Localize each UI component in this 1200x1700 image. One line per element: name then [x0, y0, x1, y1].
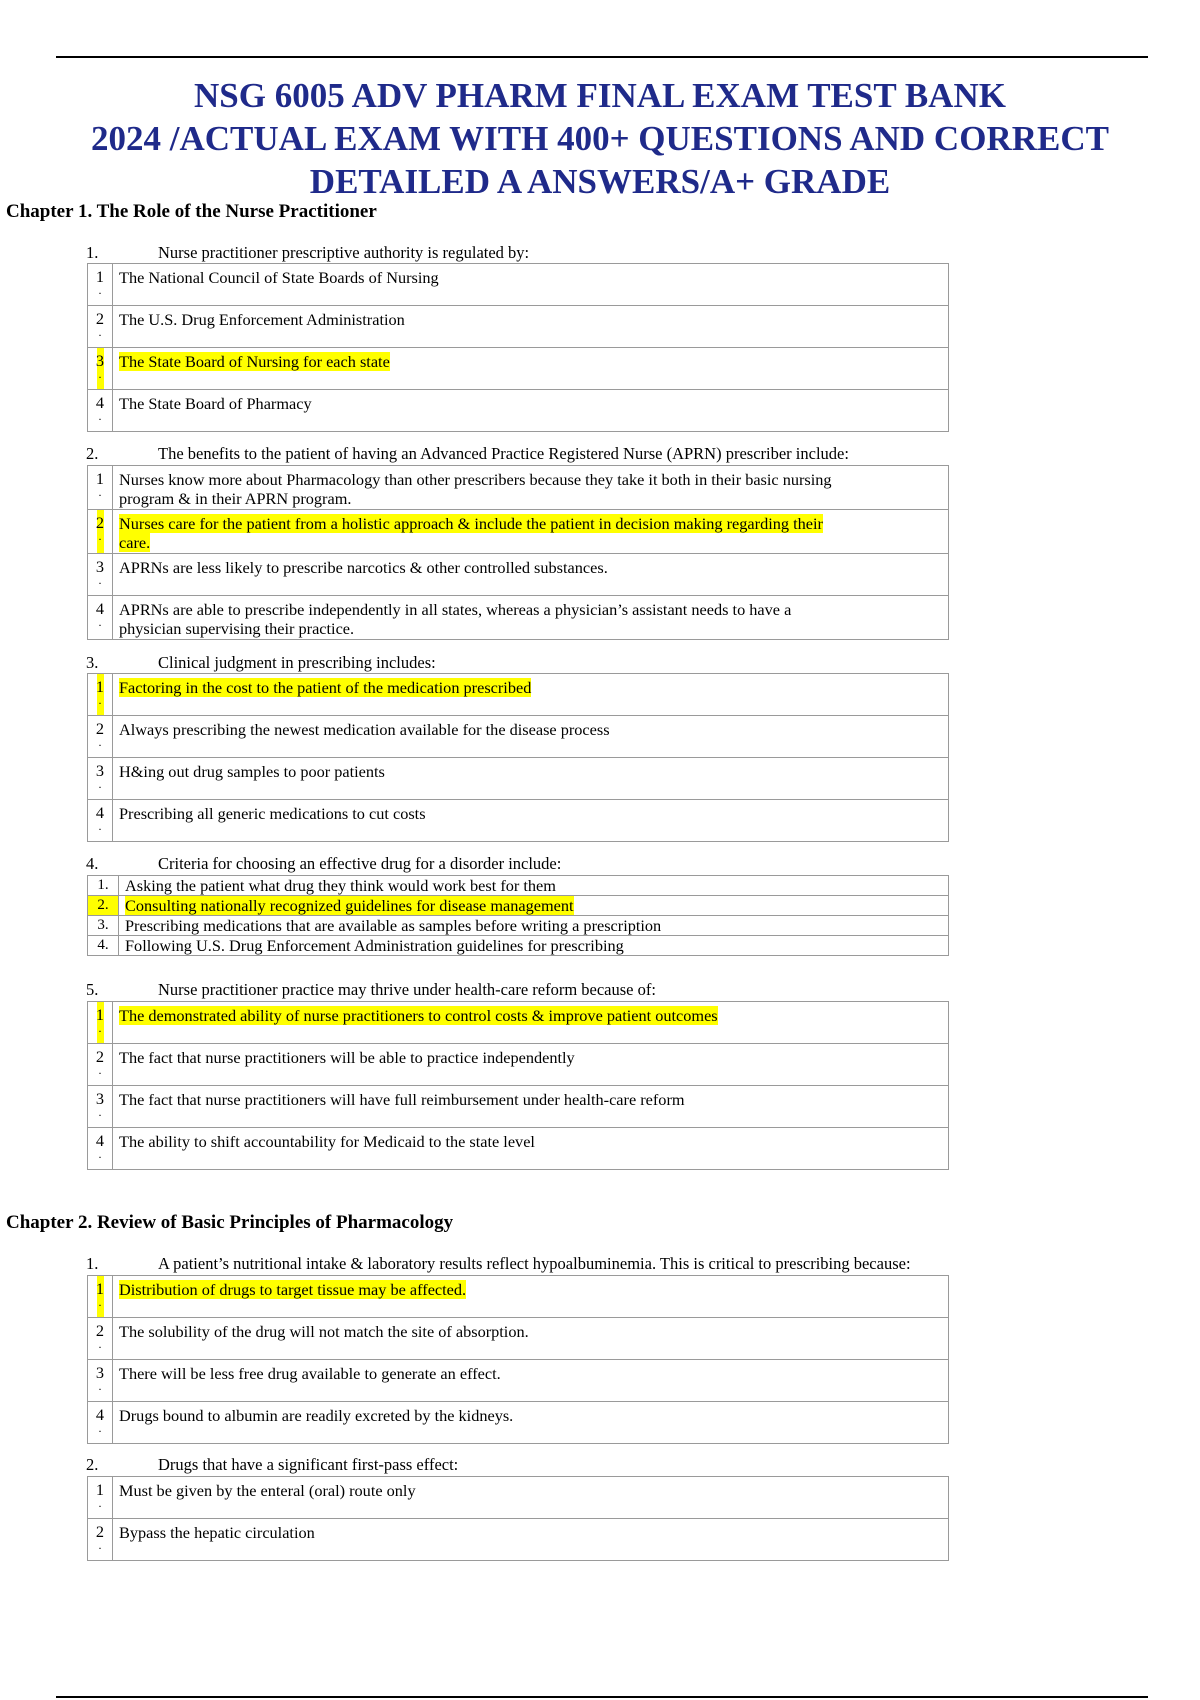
option-row[interactable]: [88, 916, 949, 936]
chapter-1-heading: Chapter 1. The Role of the Nurse Practitioner: [6, 201, 377, 222]
question-1-3: [86, 653, 436, 673]
option-text: The State Board of Pharmacy: [113, 390, 949, 432]
option-row[interactable]: [88, 936, 949, 956]
option-row[interactable]: 1 . The National Council of State Boards of Nursing: [88, 264, 949, 306]
options-table-1-3: [87, 673, 949, 842]
option-text: There will be less free drug available to generate an effect.: [113, 1360, 949, 1402]
option-text: Prescribing all generic medications to cut costs: [113, 800, 949, 842]
top-rule: [56, 56, 1148, 58]
question-text: The benefits to the patient of having an Advanced Practice Registered Nurse (APRN) prescriber include:: [158, 444, 849, 463]
option-number: 3: [95, 557, 105, 576]
option-number: 1: [95, 1279, 105, 1298]
question-1-1: [86, 243, 529, 263]
question-text: Clinical judgment in prescribing includes:: [158, 653, 436, 672]
bottom-rule: [56, 1696, 1148, 1698]
option-number: 4: [95, 393, 105, 412]
option-row-correct[interactable]: [88, 896, 949, 916]
question-number: 5.: [86, 980, 99, 999]
option-number: 2: [95, 1047, 105, 1066]
option-number: 1: [95, 267, 105, 286]
question-text: Criteria for choosing an effective drug for a disorder include:: [158, 854, 562, 873]
option-row[interactable]: 3 . There will be less free drug available to generate an effect.: [88, 1360, 949, 1402]
option-number: 4.: [88, 936, 119, 956]
option-number: 1: [95, 1005, 105, 1024]
option-row[interactable]: 2 . Bypass the hepatic circulation: [88, 1519, 949, 1561]
options-table-1-2: [87, 465, 949, 640]
title-line-3: DETAILED A ANSWERS/A+ GRADE: [309, 162, 891, 201]
question-text: Nurse practitioner practice may thrive under health-care reform because of:: [158, 980, 656, 999]
option-text: Must be given by the enteral (oral) route only: [113, 1477, 949, 1519]
options-table-1-4: [87, 875, 949, 956]
options-table-1-1: [87, 263, 949, 432]
option-text: Prescribing medications that are available as samples before writing a prescription: [119, 916, 949, 936]
option-row[interactable]: [88, 876, 949, 896]
question-2-1: [86, 1254, 911, 1274]
chapter-2-heading: Chapter 2. Review of Basic Principles of Pharmacology: [6, 1212, 454, 1233]
option-row[interactable]: 3 . H&ing out drug samples to poor patients: [88, 758, 949, 800]
option-text-highlighted: The State Board of Nursing for each state: [119, 352, 390, 371]
option-row[interactable]: 4 . The ability to shift accountability for Medicaid to the state level: [88, 1128, 949, 1170]
question-1-2: [86, 444, 849, 464]
option-text: The solubility of the drug will not match the site of absorption.: [113, 1318, 949, 1360]
option-text: APRNs are less likely to prescribe narcotics & other controlled substances.: [113, 554, 949, 596]
option-number: 2: [95, 719, 105, 738]
option-number: 2: [95, 1522, 105, 1541]
option-text: Following U.S. Drug Enforcement Administration guidelines for prescribing: [119, 936, 949, 956]
question-text: A patient’s nutritional intake & laboratory results reflect hypoalbuminemia. This is critical to prescribing because:: [158, 1254, 911, 1273]
option-text: The fact that nurse practitioners will be able to practice independently: [113, 1044, 949, 1086]
option-number: 4: [95, 803, 105, 822]
option-row[interactable]: 2 . The fact that nurse practitioners will be able to practice independently: [88, 1044, 949, 1086]
option-text-highlighted: Factoring in the cost to the patient of the medication prescribed: [119, 678, 532, 697]
option-text: The fact that nurse practitioners will have full reimbursement under health-care reform: [113, 1086, 949, 1128]
options-table-2-2: [87, 1476, 949, 1561]
question-number: 4.: [86, 854, 99, 873]
options-table-2-1: [87, 1275, 949, 1444]
option-text-highlighted-cont: care.: [119, 533, 151, 552]
option-text: The ability to shift accountability for Medicaid to the state level: [113, 1128, 949, 1170]
option-number: 2: [95, 513, 105, 532]
option-text: Asking the patient what drug they think would work best for them: [119, 876, 949, 896]
option-text-cont: program & in their APRN program.: [119, 489, 352, 508]
option-number: 4: [95, 1131, 105, 1150]
question-text: Drugs that have a significant first-pass effect:: [158, 1455, 459, 1474]
option-row[interactable]: 3 . The fact that nurse practitioners will have full reimbursement under health-care reform: [88, 1086, 949, 1128]
option-row[interactable]: 2 . The solubility of the drug will not match the site of absorption.: [88, 1318, 949, 1360]
option-number: 4: [95, 599, 105, 618]
option-row[interactable]: 4 . Drugs bound to albumin are readily excreted by the kidneys.: [88, 1402, 949, 1444]
option-text: Bypass the hepatic circulation: [113, 1519, 949, 1561]
option-row-correct[interactable]: 2 . Nurses care for the patient from a holistic approach & include the patient in decision making regarding their care.: [88, 510, 949, 554]
question-number: 1.: [86, 243, 99, 262]
question-1-4: [86, 854, 561, 874]
option-row-correct[interactable]: 1 . Distribution of drugs to target tissue may be affected.: [88, 1276, 949, 1318]
title-line-1: NSG 6005 ADV PHARM FINAL EXAM TEST BANK: [194, 76, 1006, 115]
option-text: The National Council of State Boards of Nursing: [113, 264, 949, 306]
question-1-5: [86, 980, 656, 1000]
option-row[interactable]: 4 . APRNs are able to prescribe independently in all states, whereas a physician’s assistant needs to have a physician supervising their practice.: [88, 596, 949, 640]
question-number: 1.: [86, 1254, 99, 1273]
option-number: 3.: [88, 916, 119, 936]
option-number: 1.: [88, 876, 119, 896]
option-text-highlighted: Consulting nationally recognized guidelines for disease management: [125, 896, 574, 915]
option-text: Drugs bound to albumin are readily excreted by the kidneys.: [113, 1402, 949, 1444]
option-number: 2.: [88, 896, 119, 916]
option-text: H&ing out drug samples to poor patients: [113, 758, 949, 800]
option-text-highlighted: The demonstrated ability of nurse practitioners to control costs & improve patient outcomes: [119, 1006, 718, 1025]
option-number: 3: [95, 1089, 105, 1108]
option-text: Nurses know more about Pharmacology than other prescribers because they take it both in their basic nursing: [119, 470, 832, 489]
option-row[interactable]: 2 . Always prescribing the newest medication available for the disease process: [88, 716, 949, 758]
title-line-2: 2024 /ACTUAL EXAM WITH 400+ QUESTIONS AND CORRECT: [91, 119, 1109, 158]
option-text-highlighted: Nurses care for the patient from a holistic approach & include the patient in decision making regarding their: [119, 514, 823, 533]
question-number: 3.: [86, 653, 99, 672]
option-text: APRNs are able to prescribe independently in all states, whereas a physician’s assistant needs to have a: [119, 600, 792, 619]
question-number: 2.: [86, 444, 99, 463]
option-row[interactable]: 4 . The State Board of Pharmacy: [88, 390, 949, 432]
option-number: 4: [95, 1405, 105, 1424]
option-row-correct[interactable]: 1 . The demonstrated ability of nurse practitioners to control costs & improve patient outcomes: [88, 1002, 949, 1044]
option-row-correct[interactable]: 3 . The State Board of Nursing for each state: [88, 348, 949, 390]
option-row[interactable]: 1 . Must be given by the enteral (oral) route only: [88, 1477, 949, 1519]
option-number: 2: [95, 1321, 105, 1340]
option-row[interactable]: 4 . Prescribing all generic medications to cut costs: [88, 800, 949, 842]
option-number: 3: [95, 761, 105, 780]
option-row[interactable]: 3 . APRNs are less likely to prescribe narcotics & other controlled substances.: [88, 554, 949, 596]
option-number: 3: [95, 1363, 105, 1382]
option-row-correct[interactable]: 1 . Factoring in the cost to the patient of the medication prescribed: [88, 674, 949, 716]
option-number: 3: [95, 351, 105, 370]
option-number: 1: [95, 677, 105, 696]
option-text-cont: physician supervising their practice.: [119, 619, 355, 638]
option-number: 2: [95, 309, 105, 328]
option-number: 1: [95, 1480, 105, 1499]
option-number: 1: [95, 469, 105, 488]
question-number: 2.: [86, 1455, 99, 1474]
option-row[interactable]: 2 . The U.S. Drug Enforcement Administration: [88, 306, 949, 348]
question-2-2: [86, 1455, 458, 1475]
option-text-highlighted: Distribution of drugs to target tissue may be affected.: [119, 1280, 467, 1299]
document-title: [40, 74, 1160, 203]
option-text: The U.S. Drug Enforcement Administration: [113, 306, 949, 348]
option-row[interactable]: 1 . Nurses know more about Pharmacology than other prescribers because they take it both in their basic nursing program & in their APRN program.: [88, 466, 949, 510]
option-text: Always prescribing the newest medication available for the disease process: [113, 716, 949, 758]
options-table-1-5: [87, 1001, 949, 1170]
question-text: Nurse practitioner prescriptive authority is regulated by:: [158, 243, 530, 262]
